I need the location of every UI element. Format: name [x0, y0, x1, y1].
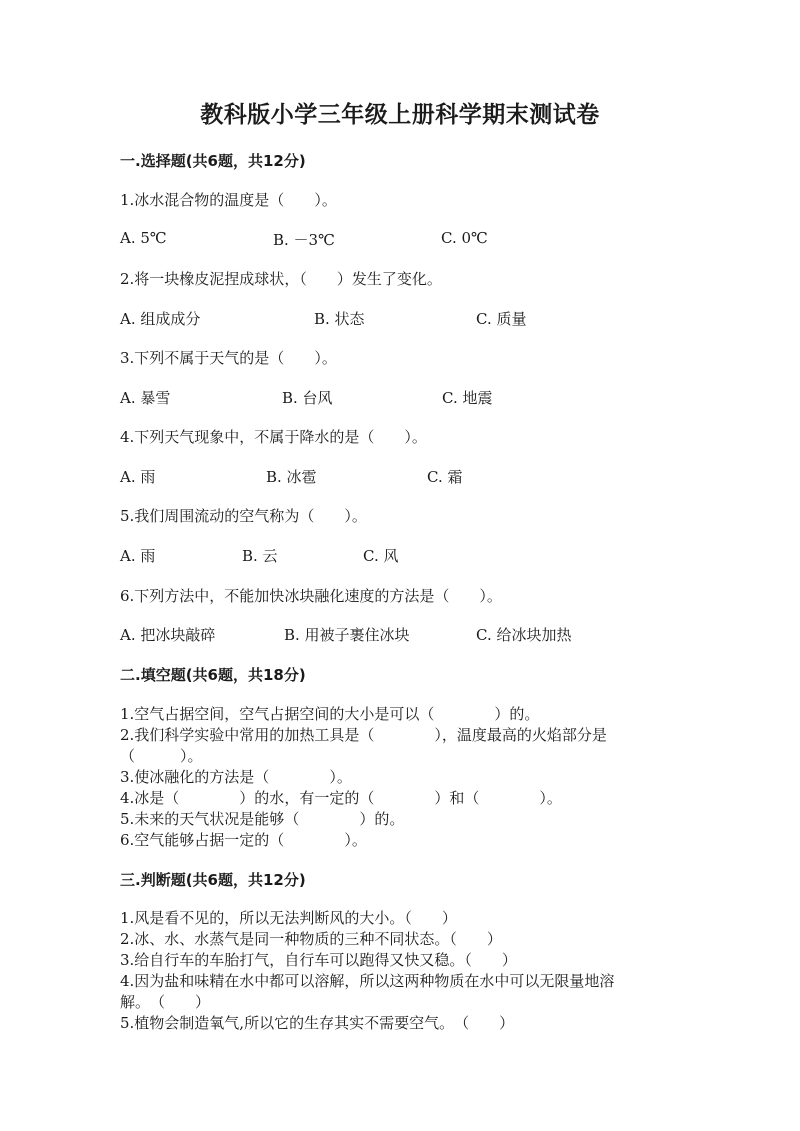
- choice-option-2a: A. 组成成分: [120, 310, 201, 328]
- choice-option-1a: A. 5℃: [120, 229, 167, 247]
- judge-question-3: 3.给自行车的车胎打气，自行车可以跑得又快又稳。（ ）: [120, 951, 517, 969]
- choice-question-4: 4.下列天气现象中，不属于降水的是（ ）。: [120, 428, 427, 446]
- choice-question-5: 5.我们周围流动的空气称为（ ）。: [120, 507, 367, 525]
- judge-question-5: 5.植物会制造氧气,所以它的生存其实不需要空气。 （ ）: [120, 1014, 515, 1032]
- choice-question-3: 3.下列不属于天气的是（ ）。: [120, 349, 337, 367]
- choice-option-4b: B. 冰雹: [266, 468, 317, 486]
- choice-option-6c: C. 给冰块加热: [476, 626, 572, 644]
- fill-question-5: 5.未来的天气状况是能够（ ）的。: [120, 810, 405, 828]
- fill-question-2-continued: （ ）。: [120, 747, 203, 765]
- choice-option-5a: A. 雨: [120, 547, 156, 565]
- judge-question-1: 1.风是看不见的，所以无法判断风的大小。（ ）: [120, 909, 457, 927]
- section-heading-choice: 一.选择题(共6题，共12分): [120, 152, 306, 170]
- choice-question-1: 1.冰水混合物的温度是（ ）。: [120, 191, 337, 209]
- fill-question-6: 6.空气能够占据一定的（ ）。: [120, 831, 367, 849]
- choice-option-1c: C. 0℃: [441, 229, 488, 247]
- choice-question-6: 6.下列方法中，不能加快冰块融化速度的方法是（ ）。: [120, 587, 502, 605]
- choice-option-3b: B. 台风: [282, 389, 333, 407]
- choice-option-6b: B. 用被子裹住冰块: [284, 626, 410, 644]
- fill-question-4: 4.冰是（ ）的水，有一定的（ ）和（ ）。: [120, 789, 562, 807]
- section-heading-fill: 二.填空题(共6题，共18分): [120, 666, 306, 684]
- choice-option-4c: C. 霜: [427, 468, 463, 486]
- choice-option-4a: A. 雨: [120, 468, 156, 486]
- fill-question-3: 3.使冰融化的方法是（ ）。: [120, 768, 352, 786]
- choice-option-2b: B. 状态: [314, 310, 365, 328]
- page-title: 教科版小学三年级上册科学期末测试卷: [200, 102, 600, 128]
- choice-option-5b: B. 云: [242, 547, 278, 565]
- fill-question-2: 2.我们科学实验中常用的加热工具是（ ），温度最高的火焰部分是: [120, 726, 607, 744]
- choice-option-3c: C. 地震: [442, 389, 493, 407]
- choice-option-6a: A. 把冰块敲碎: [120, 626, 216, 644]
- fill-question-1: 1.空气占据空间，空气占据空间的大小是可以（ ）的。: [120, 705, 540, 723]
- choice-option-2c: C. 质量: [476, 310, 527, 328]
- choice-question-2: 2.将一块橡皮泥捏成球状，（ ）发生了变化。: [120, 270, 442, 288]
- judge-question-4-continued: 解。 （ ）: [120, 993, 211, 1011]
- choice-option-3a: A. 暴雪: [120, 389, 171, 407]
- judge-question-4: 4.因为盐和味精在水中都可以溶解，所以这两种物质在水中可以无限量地溶: [120, 972, 615, 990]
- choice-option-5c: C. 风: [363, 547, 399, 565]
- choice-option-1b: B. －3℃: [273, 231, 335, 249]
- section-heading-judge: 三.判断题(共6题，共12分): [120, 871, 306, 889]
- judge-question-2: 2.冰、水、水蒸气是同一种物质的三种不同状态。（ ）: [120, 930, 502, 948]
